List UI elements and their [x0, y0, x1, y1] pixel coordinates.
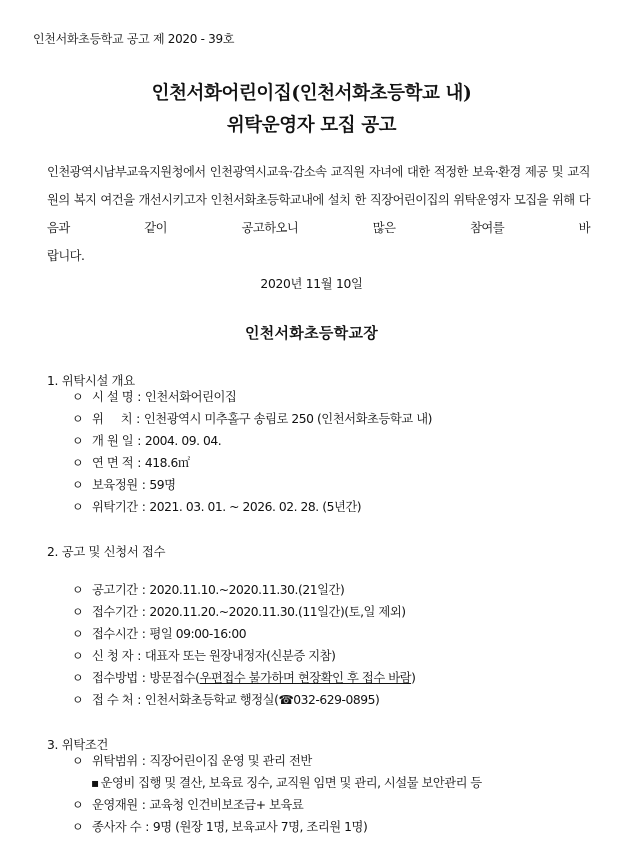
notice-date: 2020년 11월 10일 — [260, 277, 363, 291]
bullet-icon: ㅇ — [72, 434, 84, 448]
section-title-conditions: 3. 위탁조건 — [47, 738, 109, 752]
bullet-icon: ㅇ — [72, 820, 84, 834]
item-value: 평일 09:00-16:00 — [149, 627, 247, 641]
bullet-icon: ㅇ — [72, 500, 84, 514]
item-label: 접 수 처 — [92, 693, 134, 707]
item-value: 인천광역시 미추홀구 송림로 250 (인천서화초등학교 내) — [143, 412, 432, 426]
item-value: 대표자 또는 원장내정자(신분증 지참) — [144, 649, 336, 663]
item-value: 교육청 인건비보조금+ 보육료 — [149, 798, 304, 812]
list-item: ㅇ 공고기간 : 2020.11.10.~2020.11.30.(21일간) — [72, 579, 344, 601]
item-label: 개 원 일 — [92, 434, 134, 448]
sub-note — [91, 772, 482, 794]
list-item: ㅇ 위 치 : 인천광역시 미추홀구 송림로 250 (인천서화초등학교 내) — [72, 408, 432, 430]
sub-bullet-icon: ▪ — [91, 776, 99, 790]
list-item: ㅇ 종사자 수 : 9명 (원장 1명, 보육교사 7명, 조리원 1명) — [72, 816, 367, 838]
item-label: 위탁기간 — [92, 500, 138, 514]
list-item: ㅇ 접수방법 : 방문접수(우편접수 불가하며 현장확인 후 접수 바람) — [72, 667, 415, 689]
list-item: ㅇ 접 수 처 : 인천서화초등학교 행정실(☎032-629-0895) — [72, 689, 379, 711]
item-value: 2020.11.10.~2020.11.30.(21일간) — [149, 583, 345, 597]
list-item: ㅇ 접수기간 : 2020.11.20.~2020.11.30.(11일간)(토,일 제외) — [72, 601, 406, 623]
intro-line: 한 직장어린이집의 위탁운영자 모집을 위해 다음과 같이 공고하오니 많은 참여를 바 — [47, 193, 591, 235]
item-label: 위탁범위 — [92, 754, 138, 768]
item-label: 연 면 적 — [92, 456, 134, 470]
intro-line: 랍니다. — [47, 249, 85, 263]
intro-line: 보육·환경 제공 및 교직원의 복지 여건을 개선시키고자 인천서화초등학교내에 설치 — [47, 165, 590, 207]
item-value: 418.6㎡ — [144, 456, 190, 470]
item-label: 접수시간 — [92, 627, 138, 641]
list-item: ㅇ 운영재원 : 교육청 인건비보조금+ 보육료 — [72, 794, 303, 816]
item-label: 시 설 명 — [92, 390, 134, 404]
list-item: ㅇ 연 면 적 : 418.6㎡ — [72, 452, 190, 474]
item-value-tail: ) — [411, 671, 416, 685]
bullet-icon: ㅇ — [72, 390, 84, 404]
bullet-icon: ㅇ — [72, 605, 84, 619]
list-item: ㅇ 보육정원 : 59명 — [72, 474, 176, 496]
list-item: ㅇ 신 청 자 : 대표자 또는 원장내정자(신분증 지참) — [72, 645, 335, 667]
item-label: 위 치 — [92, 412, 133, 426]
item-value: 직장어린이집 운영 및 관리 전반 — [149, 754, 312, 768]
list-item: ㅇ 개 원 일 : 2004. 09. 04. — [72, 430, 221, 452]
item-value: 2021. 03. 01. ~ 2026. 02. 28. (5년간) — [149, 500, 362, 514]
bullet-icon: ㅇ — [72, 671, 84, 685]
item-value: 2004. 09. 04. — [144, 434, 222, 448]
sub-note-text: 운영비 집행 및 결산, 보육료 징수, 교직원 임면 및 관리, 시설물 보안관리 등 — [100, 776, 482, 790]
item-label: 보육정원 — [92, 478, 138, 492]
item-label: 신 청 자 — [92, 649, 134, 663]
item-value: 2020.11.20.~2020.11.30.(11일간)(토,일 제외) — [149, 605, 406, 619]
bullet-icon: ㅇ — [72, 478, 84, 492]
principal-signature: 인천서화초등학교장 — [244, 324, 379, 342]
item-label: 공고기간 — [92, 583, 138, 597]
list-item: ㅇ 위탁기간 : 2021. 03. 01. ~ 2026. 02. 28. (5년간) — [72, 496, 361, 518]
list-item: ㅇ 시 설 명 : 인천서화어린이집 — [72, 386, 236, 408]
list-item: ㅇ 접수시간 : 평일 09:00-16:00 — [72, 623, 246, 645]
title-line-2: 위탁운영자 모집 공고 — [226, 115, 397, 136]
bullet-icon: ㅇ — [72, 798, 84, 812]
notice-number: 인천서화초등학교 공고 제 2020 - 39호 — [33, 32, 235, 46]
bullet-icon: ㅇ — [72, 583, 84, 597]
item-label: 종사자 수 — [92, 820, 142, 834]
item-value: 인천서화어린이집 — [144, 390, 237, 404]
section-title-facility: 1. 위탁시설 개요 — [47, 374, 135, 388]
item-value: 인천서화초등학교 행정실(☎032-629-0895) — [144, 693, 380, 707]
item-value: 방문접수( — [149, 671, 200, 685]
section-title-application: 2. 공고 및 신청서 접수 — [47, 545, 166, 559]
item-label: 접수기간 — [92, 605, 138, 619]
bullet-icon: ㅇ — [72, 649, 84, 663]
title-line-1: 인천서화어린이집(인천서화초등학교 내) — [151, 83, 472, 104]
item-label: 운영재원 — [92, 798, 138, 812]
item-value: 9명 (원장 1명, 보육교사 7명, 조리원 1명) — [152, 820, 368, 834]
intro-paragraph — [47, 158, 590, 270]
item-value-underlined: 우편접수 불가하며 현장확인 후 접수 바람 — [199, 671, 412, 685]
bullet-icon: ㅇ — [72, 627, 84, 641]
intro-line: 인천광역시남부교육지원청에서 인천광역시교육·감소속 교직원 자녀에 대한 적정한 — [47, 165, 468, 179]
item-label: 접수방법 — [92, 671, 138, 685]
list-item: ㅇ 위탁범위 : 직장어린이집 운영 및 관리 전반 — [72, 750, 312, 772]
bullet-icon: ㅇ — [72, 456, 84, 470]
bullet-icon: ㅇ — [72, 412, 84, 426]
bullet-icon: ㅇ — [72, 754, 84, 768]
item-value: 59명 — [149, 478, 176, 492]
bullet-icon: ㅇ — [72, 693, 84, 707]
